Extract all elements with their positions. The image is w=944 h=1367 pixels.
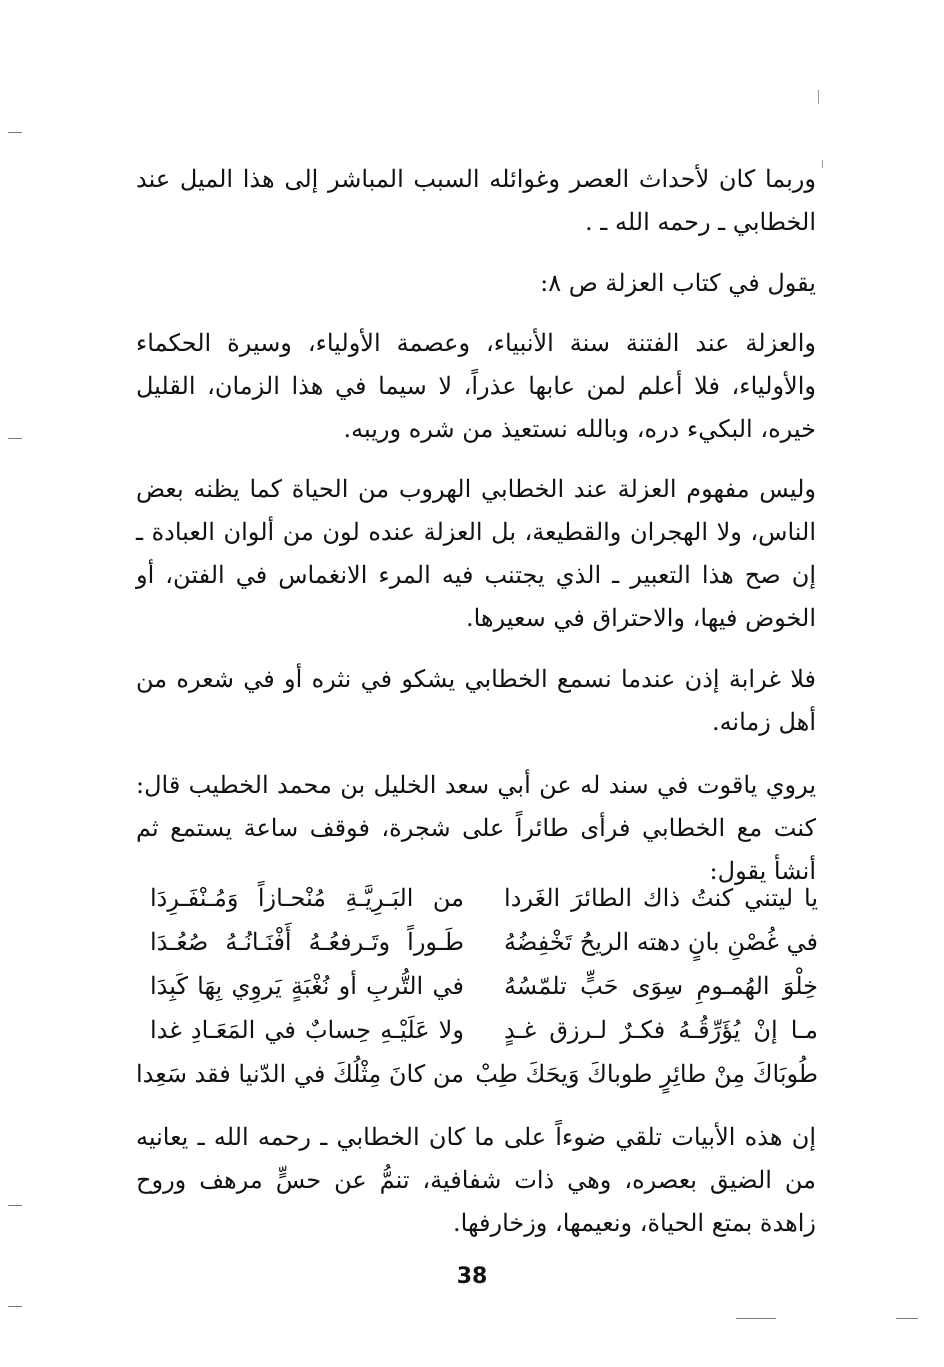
poem-verse [150,876,818,920]
poem-verse [150,920,818,964]
paragraph-1: وربما كان لأحداث العصر وغوائله السبب المباشر إلى هذا الميل عند الخطابي ـ رحمه الله ـ . [136,165,816,236]
poem-verse [150,1008,818,1052]
paragraph-3: والعزلة عند الفتنة سنة الأنبياء، وعصمة الأولياء، وسيرة الحكماء والأولياء، فلا أعلم لمن عابها عذراً، لا سيما في هذا الزمان، القليل خيره، البكيء دره، وبالله نستعيذ من شره وريبه. [136,329,816,443]
paragraph-7: إن هذه الأبيات تلقي ضوءاً على ما كان الخطابي ـ رحمه الله ـ يعانيه من الضيق بعصره، وهي ذات شفافية، تنمُّ عن حسٍّ مرهف وروح زاهدة بمتع الحياة، ونعيمها، وزخارفها. [136,1123,816,1237]
verse-first-hemistich: يا ليتني كنتُ ذاك الطائرَ الغَردا [504,884,818,912]
verse-first-hemistich: خِلْوَ الهُمـومِ سِوَى حَبٍّ تلمّسُهُ [504,972,818,1000]
verse-first-hemistich: في غُصْنِ بانٍ دهته الريحُ تَخْفِضُهُ [504,928,818,956]
scan-mark [822,160,823,168]
scan-mark [736,1318,776,1319]
paragraph-2: يقول في كتاب العزلة ص ٨: [540,269,816,297]
paragraph-5: فلا غرابة إذن عندما نسمع الخطابي يشكو في نثره أو في شعره من أهل زمانه. [136,665,816,736]
verse-second-hemistich: في التُّربِ أو نُغْبَةٍ يَروِي بِهَا كَبِدَا [150,972,464,1000]
scan-mark [818,90,819,104]
verse-first-hemistich: طُوبَاكَ مِنْ طائِرٍ طوباكَ وَيحَكَ طِبْ [475,1060,818,1088]
scan-mark [8,1205,22,1206]
scan-mark [8,132,22,133]
poem-verse [150,964,818,1008]
verse-second-hemistich: من البَـرِيَّـةِ مُنْحـازاً وَمُـنْفَـرِدَا [150,884,464,912]
scan-mark [8,1306,22,1307]
poem [135,876,818,1096]
scan-mark [8,438,22,439]
paragraph-6: يروي ياقوت في سند له عن أبي سعد الخليل بن محمد الخطيب قال: كنت مع الخطابي فرأى طائراً على شجرة، فوقف ساعة يستمع ثم أنشأ يقول: [136,771,816,885]
page-number: 38 [456,1264,488,1289]
verse-first-hemistich: مـا إنْ يُؤَرِّقُـهُ فكـرٌ لـرزق غـدٍ [504,1016,818,1044]
verse-second-hemistich: طَـوراً وتَـرفعُـهُ أَفْنَـانُـهُ صُعُـدَا [150,928,464,956]
poem-verse [135,1052,818,1096]
verse-second-hemistich: ولا عَلَيْـهِ حِسابٌ في المَعَـادِ غدا [150,1016,464,1044]
scan-mark [896,1318,918,1319]
paragraph-4: وليس مفهوم العزلة عند الخطابي الهروب من الحياة كما يظنه بعض الناس، ولا الهجران والقطيعة، بل العزلة عنده لون من ألوان العبادة ـ إن صح هذا التعبير ـ الذي يجتنب فيه المرء الانغماس في الفتن، أو الخوض فيها، والاحتراق في سعيرها. [136,475,816,632]
verse-second-hemistich: من كانَ مِثْلُكَ في الدّنيا فقد سَعِدا [135,1060,464,1088]
